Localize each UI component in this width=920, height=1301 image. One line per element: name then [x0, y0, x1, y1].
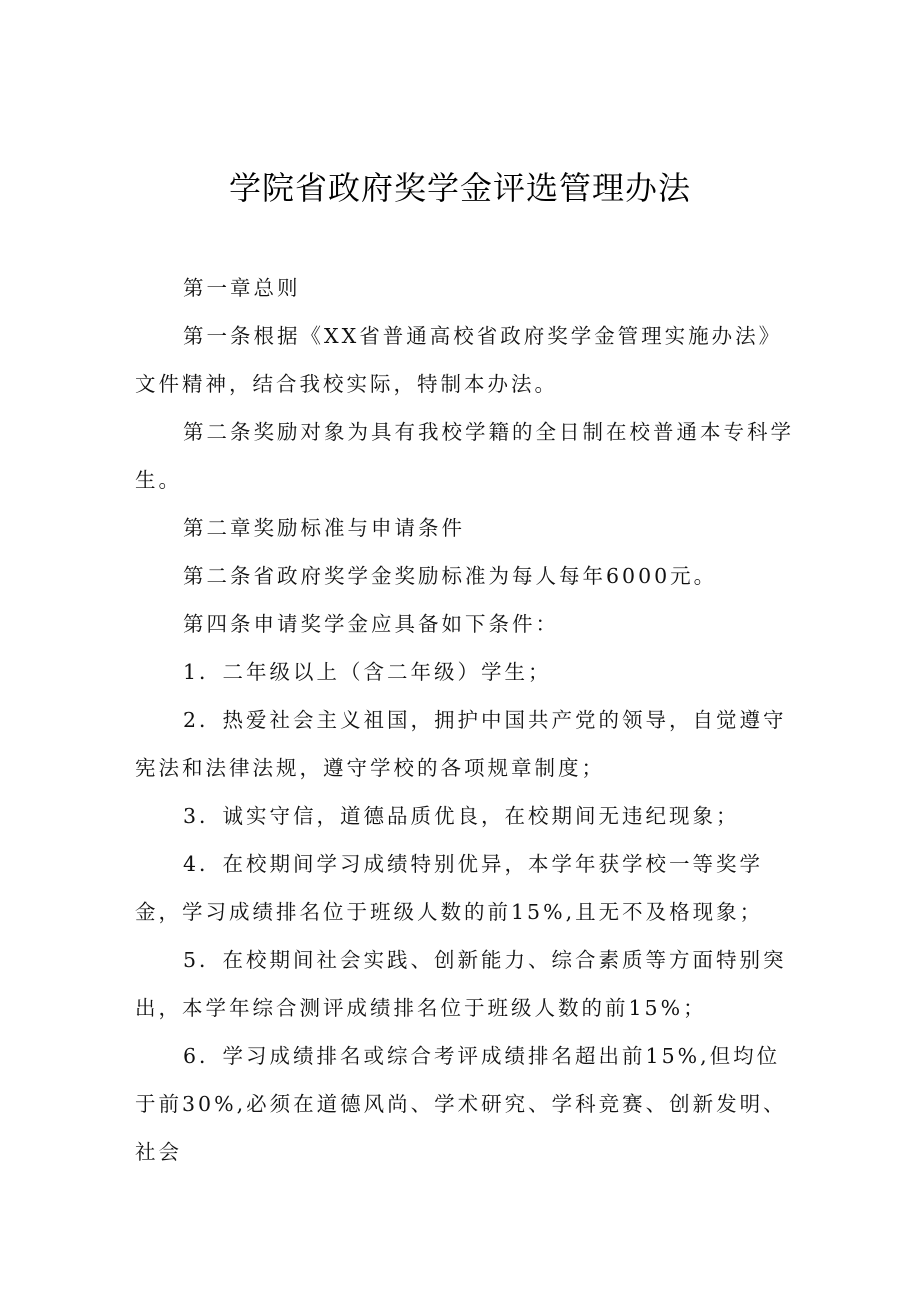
list-item: 3．诚实守信，道德品质优良，在校期间无违纪现象； [183, 804, 740, 828]
chapter-heading: 第一章总则 [183, 276, 301, 300]
document-body [135, 264, 795, 1176]
list-item: 2．热爱社会主义祖国，拥护中国共产党的领导，自觉遵守宪法和法律法规，遵守学校的各项规章制度； [135, 708, 787, 780]
list-item: 4．在校期间学习成绩特别优异，本学年获学校一等奖学金，学习成绩排名位于班级人数的前15%,且无不及格现象； [135, 852, 764, 924]
article-paragraph: 第一条根据《XX省普通高校省政府奖学金管理实施办法》文件精神，结合我校实际，特制本办法。 [135, 324, 783, 396]
article-paragraph: 第四条申请奖学金应具备如下条件： [183, 612, 559, 636]
document-title: 学院省政府奖学金评选管理办法 [228, 169, 691, 207]
list-item: 5．在校期间社会实践、创新能力、综合素质等方面特别突出，本学年综合测评成绩排名位于班级人数的前15%； [135, 948, 787, 1020]
list-item: 6．学习成绩排名或综合考评成绩排名超出前15%,但均位于前30%,必须在道德风尚、学术研究、学科竞赛、创新发明、社会 [135, 1044, 787, 1164]
list-item: 1．二年级以上（含二年级）学生； [183, 660, 552, 684]
article-paragraph: 第二条省政府奖学金奖励标准为每人每年6000元。 [183, 564, 718, 588]
chapter-heading: 第二章奖励标准与申请条件 [183, 516, 465, 540]
article-paragraph: 第二条奖励对象为具有我校学籍的全日制在校普通本专科学生。 [135, 420, 794, 492]
